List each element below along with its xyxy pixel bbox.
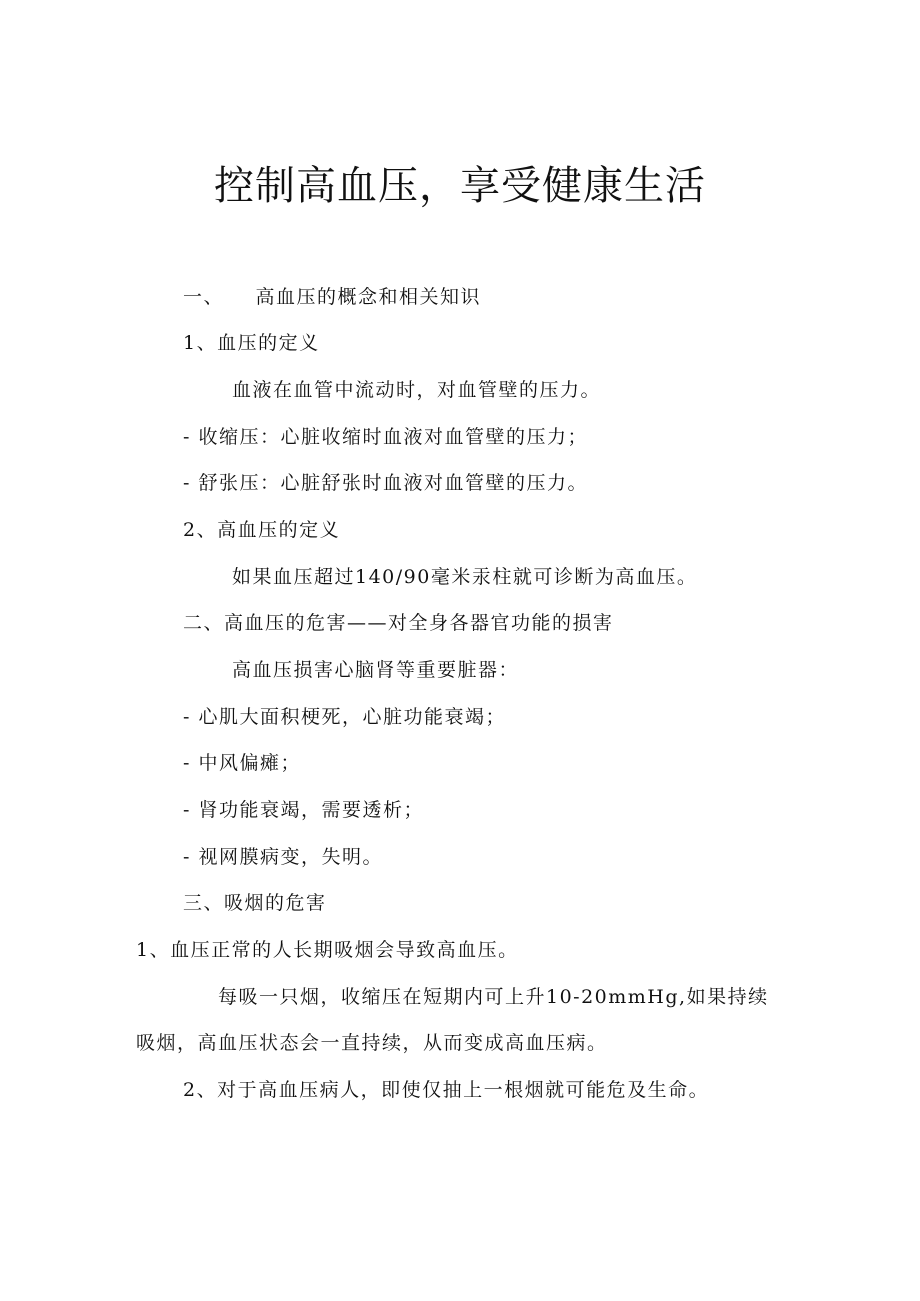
list-item-systolic: - 收缩压：心脏收缩时血液对血管壁的压力； — [183, 426, 588, 448]
section-heading-2: 二、高血压的危害——对全身各器官功能的损害 — [183, 612, 614, 634]
subheading-smoking-patients: 2、对于高血压病人，即使仅抽上一根烟就可能危及生命。 — [183, 1079, 710, 1101]
list-item-heart: - 心肌大面积梗死，心脏功能衰竭； — [183, 706, 506, 728]
paragraph-organ-damage: 高血压损害心脑肾等重要脏器： — [232, 659, 520, 681]
section-heading-3: 三、吸烟的危害 — [183, 892, 327, 914]
list-item-diastolic: - 舒张压：心脏舒张时血液对血管壁的压力。 — [183, 472, 588, 494]
paragraph-smoking-effect-line2: 吸烟，高血压状态会一直持续，从而变成高血压病。 — [136, 1032, 608, 1054]
subheading-bp-definition: 1、血压的定义 — [183, 332, 320, 354]
list-item-stroke: - 中风偏瘫； — [183, 752, 301, 774]
list-item-retina: - 视网膜病变，失明。 — [183, 846, 383, 868]
section-heading-1: 一、 高血压的概念和相关知识 — [183, 286, 482, 308]
paragraph-hypertension-definition: 如果血压超过140/90毫米汞柱就可诊断为高血压。 — [232, 566, 698, 588]
subheading-smoking-normal: 1、血压正常的人长期吸烟会导致高血压。 — [136, 939, 519, 961]
document-title: 控制高血压，享受健康生活 — [214, 163, 706, 209]
list-item-kidney: - 肾功能衰竭，需要透析； — [183, 799, 424, 821]
subheading-hypertension-definition: 2、高血压的定义 — [183, 519, 341, 541]
paragraph-bp-definition: 血液在血管中流动时，对血管壁的压力。 — [232, 379, 602, 401]
paragraph-smoking-effect-line1: 每吸一只烟，收缩压在短期内可上升10-20mmHg,如果持续 — [218, 986, 769, 1008]
